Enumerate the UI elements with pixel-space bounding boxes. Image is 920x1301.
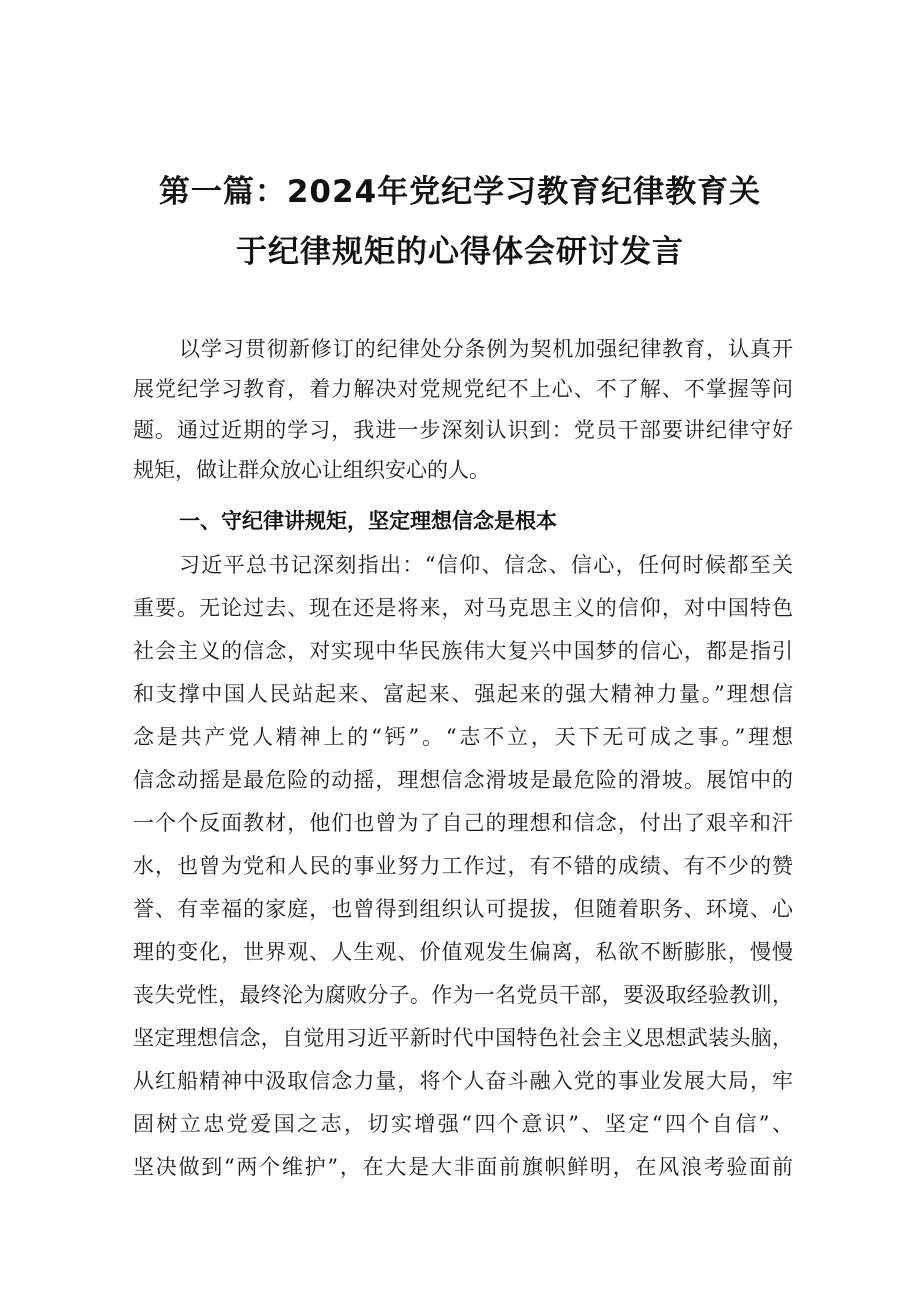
paragraph-2-line-5: 念是共产党人精神上的“钙”。“志不立，天下无可成之事。”理想 xyxy=(133,725,793,749)
paragraph-2-line-14: 固树立忠党爱国之志，切实增强“四个意识”、坚定“四个自信”、 xyxy=(133,1112,793,1136)
paragraph-2-line-3: 社会主义的信念，对实现中华民族伟大复兴中国梦的信心，都是指引 xyxy=(133,639,793,663)
paragraph-1-line-4: 规矩，做让群众放心让组织安心的人。 xyxy=(133,458,490,482)
paragraph-2-line-15: 坚决做到“两个维护”，在大是大非面前旗帜鲜明，在风浪考验面前 xyxy=(133,1155,793,1179)
paragraph-2-line-9: 誉、有幸福的家庭，也曾得到组织认可提拔，但随着职务、环境、心 xyxy=(133,897,793,921)
paragraph-2-line-6: 信念动摇是最危险的动摇，理想信念滑坡是最危险的滑坡。展馆中的 xyxy=(133,768,793,792)
paragraph-1-line-2: 展党纪学习教育，着力解决对党规党纪不上心、不了解、不掌握等问 xyxy=(133,377,793,401)
paragraph-2-line-8: 水，也曾为党和人民的事业努力工作过，有不错的成绩、有不少的赞 xyxy=(133,854,793,878)
paragraph-2-line-13: 从红船精神中汲取信念力量，将个人奋斗融入党的事业发展大局，牢 xyxy=(133,1069,793,1093)
paragraph-1-line-1: 以学习贯彻新修订的纪律处分条例为契机加强纪律教育，认真开 xyxy=(179,337,793,361)
document-title-line-2: 于纪律规矩的心得体会研讨发言 xyxy=(236,234,684,270)
paragraph-2-line-10: 理的变化，世界观、人生观、价值观发生偏离，私欲不断膨胀，慢慢 xyxy=(133,940,793,964)
paragraph-2-line-11: 丧失党性，最终沦为腐败分子。作为一名党员干部，要汲取经验教训， xyxy=(133,983,793,1007)
paragraph-1-line-3: 题。通过近期的学习，我进一步深刻认识到：党员干部要讲纪律守好 xyxy=(133,418,793,442)
paragraph-2-line-2: 重要。无论过去、现在还是将来，对马克思主义的信仰，对中国特色 xyxy=(133,596,793,620)
paragraph-2-line-1: 习近平总书记深刻指出：“信仰、信念、信心，任何时候都至关 xyxy=(179,553,793,577)
paragraph-2-line-4: 和支撑中国人民站起来、富起来、强起来的强大精神力量。”理想信 xyxy=(133,682,793,706)
section-1-heading: 一、守纪律讲规矩，坚定理想信念是根本 xyxy=(179,509,557,533)
paragraph-2-line-7: 一个个反面教材，他们也曾为了自己的理想和信念，付出了艰辛和汗 xyxy=(133,811,793,835)
document-title-line-1: 第一篇：2024年党纪学习教育纪律教育关 xyxy=(158,174,762,210)
paragraph-2-line-12: 坚定理想信念，自觉用习近平新时代中国特色社会主义思想武装头脑， xyxy=(133,1026,793,1050)
